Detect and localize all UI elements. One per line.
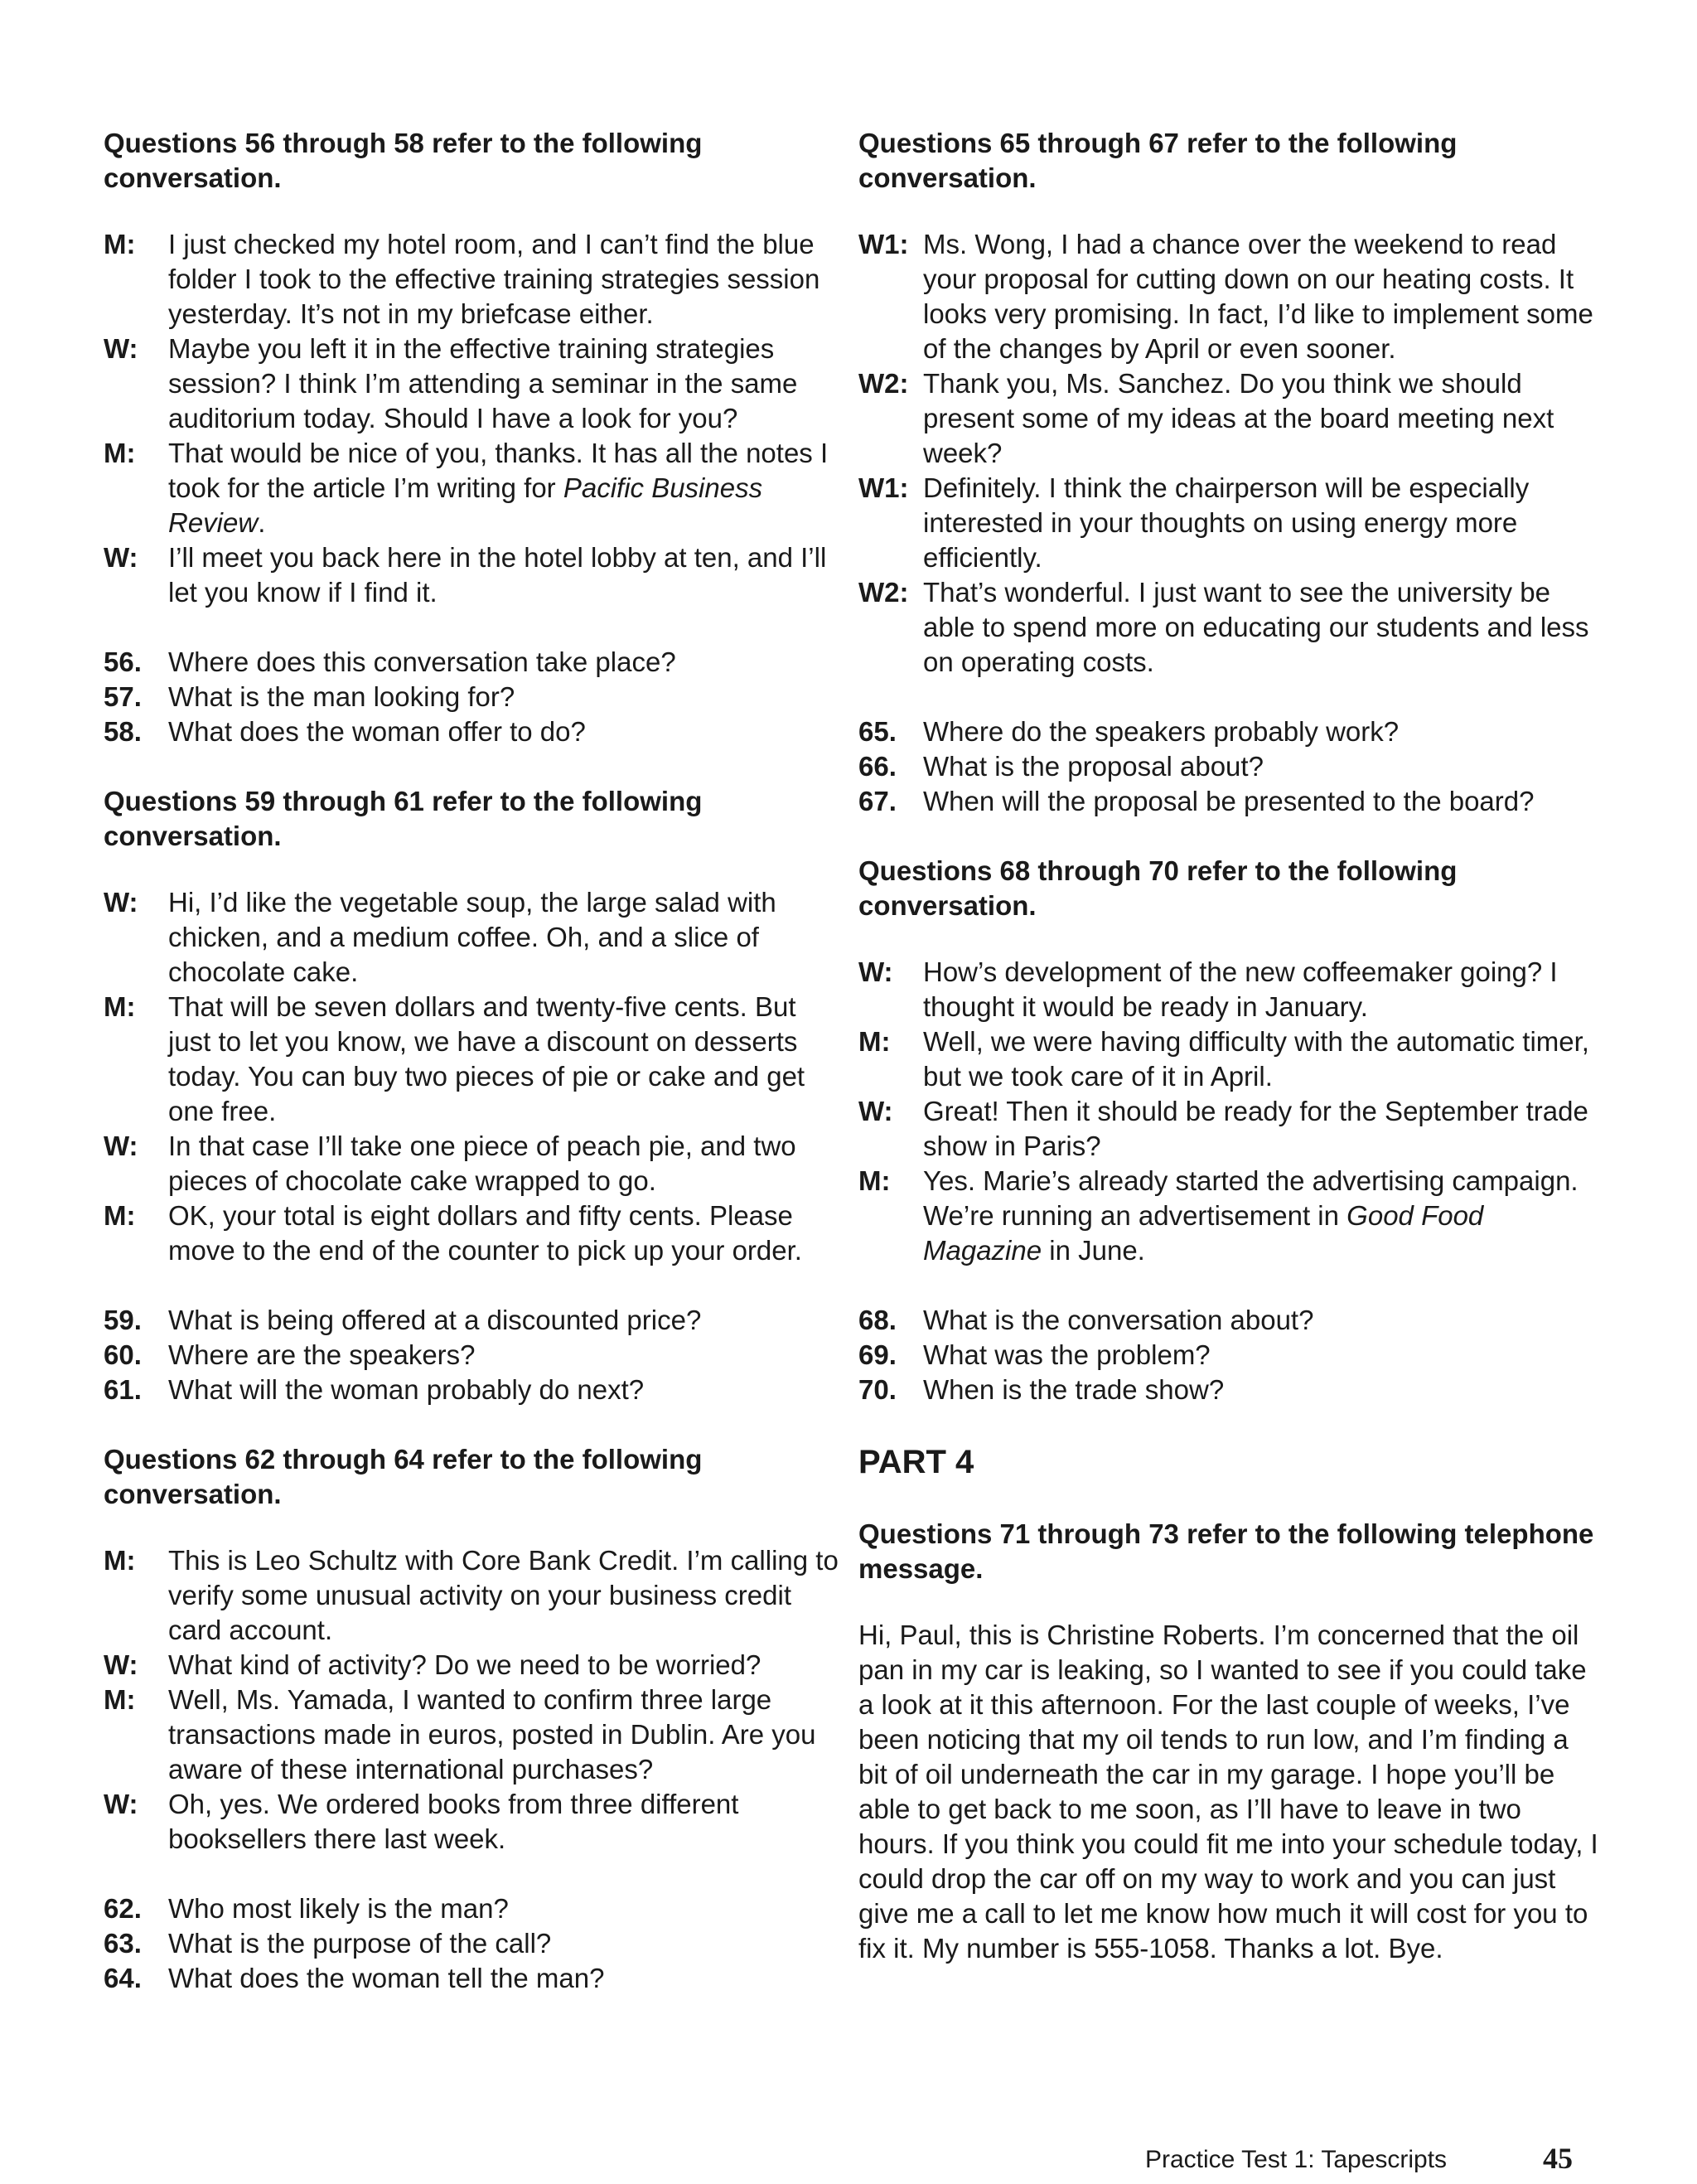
turn-text: Well, we were having difficulty with the automatic timer, but we took care of it in April.	[923, 1026, 1589, 1092]
question-text: When will the proposal be presented to the board?	[923, 786, 1535, 816]
turn-text	[168, 436, 841, 540]
turn	[858, 575, 1604, 680]
turn	[104, 1648, 841, 1683]
speaker-label: W:	[104, 542, 138, 573]
question-text: What is the purpose of the call?	[168, 1928, 552, 1959]
question-number: 64.	[104, 1963, 142, 1993]
section-q56-58	[104, 126, 841, 749]
question-item	[104, 1373, 841, 1407]
speaker-label: M:	[104, 1545, 136, 1576]
question-text: Where does this conversation take place?	[168, 646, 676, 677]
turn	[104, 1787, 841, 1857]
question-item	[858, 1373, 1604, 1407]
turn	[104, 436, 841, 540]
turn	[104, 885, 841, 990]
turn	[858, 1024, 1604, 1094]
question-number: 57.	[104, 681, 142, 712]
turn-text: Great! Then it should be ready for the September trade show in Paris?	[923, 1096, 1588, 1161]
conversation	[858, 227, 1604, 680]
turn-text: This is Leo Schultz with Core Bank Credit. I’m calling to verify some unusual activity on your business credit card account.	[168, 1545, 839, 1645]
speaker-label: W:	[858, 1096, 893, 1126]
section-heading: Questions 68 through 70 refer to the following conversation.	[858, 855, 1458, 921]
question-number: 59.	[104, 1305, 142, 1335]
page-number: 45	[1543, 2142, 1573, 2175]
turn	[858, 1094, 1604, 1164]
turn-text: What kind of activity? Do we need to be worried?	[168, 1649, 761, 1680]
turn-text	[923, 1164, 1604, 1268]
section-heading: Questions 56 through 58 refer to the following conversation.	[104, 128, 703, 193]
question-number: 68.	[858, 1305, 897, 1335]
section-q68-70	[858, 854, 1604, 1407]
question-number: 66.	[858, 751, 897, 782]
speaker-label: W:	[104, 1789, 138, 1819]
question-list	[104, 1303, 841, 1407]
speaker-label: M:	[858, 1026, 891, 1057]
turn	[104, 1683, 841, 1787]
question-item	[104, 1926, 841, 1961]
turn	[104, 1543, 841, 1648]
right-column	[858, 126, 1604, 1966]
speaker-label: M:	[104, 991, 136, 1022]
turn	[104, 1129, 841, 1199]
question-text: What does the woman offer to do?	[168, 716, 586, 747]
question-item	[104, 714, 841, 749]
speaker-label: M:	[104, 1200, 136, 1231]
turn-text-part: Yes. Marie’s already started the advertising campaign. We’re running an advertisement in	[923, 1165, 1579, 1231]
turn-text: I just checked my hotel room, and I can’t find the blue folder I took to the effective training strategies session yesterday. It’s not in my briefcase either.	[168, 229, 820, 329]
question-item	[104, 1303, 841, 1338]
speaker-label: W:	[858, 956, 893, 987]
question-number: 65.	[858, 716, 897, 747]
speaker-label: M:	[104, 1684, 136, 1715]
question-text: When is the trade show?	[923, 1374, 1225, 1405]
turn-text-part: in June.	[1042, 1235, 1145, 1266]
part-title: PART 4	[858, 1444, 974, 1480]
section-heading: Questions 62 through 64 refer to the following conversation.	[104, 1444, 703, 1509]
question-text: What was the problem?	[923, 1339, 1211, 1370]
question-number: 58.	[104, 716, 142, 747]
speaker-label: W2:	[858, 577, 909, 608]
turn-text: Maybe you left it in the effective training strategies session? I think I’m attending a seminar in the same auditorium today. Should I have a look for you?	[168, 333, 798, 433]
publication-title: Good Food Magazine	[923, 1200, 1484, 1266]
question-item	[104, 680, 841, 714]
speaker-label: W:	[104, 887, 138, 918]
telephone-message: Hi, Paul, this is Christine Roberts. I’m concerned that the oil pan in my car is leaking, so I wanted to see if you could take a look at it this afternoon. For the last couple of weeks, I’ve been noticing that my oil tends to run low, and I’m finding a bit of oil underneath the car in my garage. I hope you’ll be able to get back to me soon, as I’ll have to leave in two hours. If you think you could fit me into your schedule today, I could drop the car off on my way to work and you can just give me a call to let me know how much it will cost for you to fix it. My number is 555-1058. Thanks a lot. Bye.	[858, 1620, 1598, 1964]
question-text: Where do the speakers probably work?	[923, 716, 1400, 747]
speaker-label: W1:	[858, 472, 909, 503]
question-number: 56.	[104, 646, 142, 677]
section-heading: Questions 65 through 67 refer to the following conversation.	[858, 128, 1458, 193]
turn-text: That’s wonderful. I just want to see the university be able to spend more on educating our students and less on operating costs.	[923, 577, 1589, 677]
question-text: What is the conversation about?	[923, 1305, 1314, 1335]
turn	[104, 990, 841, 1129]
question-number: 69.	[858, 1339, 897, 1370]
conversation	[858, 955, 1604, 1268]
speaker-label: W1:	[858, 229, 909, 259]
turn-text: Thank you, Ms. Sanchez. Do you think we should present some of my ideas at the board meeting next week?	[923, 368, 1554, 468]
question-list	[104, 645, 841, 749]
conversation	[104, 227, 841, 610]
speaker-label: M:	[104, 438, 136, 468]
turn	[104, 540, 841, 610]
question-number: 63.	[104, 1928, 142, 1959]
question-number: 67.	[858, 786, 897, 816]
question-list	[858, 714, 1604, 819]
speaker-label: W:	[104, 333, 138, 364]
question-item	[104, 1961, 841, 1996]
question-list	[104, 1891, 841, 1996]
question-item	[858, 749, 1604, 784]
question-text: What will the woman probably do next?	[168, 1374, 645, 1405]
turn	[858, 227, 1604, 366]
turn-text: Definitely. I think the chairperson will be especially interested in your thoughts on using energy more efficiently.	[923, 472, 1530, 573]
turn-text: In that case I’ll take one piece of peach pie, and two pieces of chocolate cake wrapped to go.	[168, 1131, 796, 1196]
speaker-label: W:	[104, 1131, 138, 1161]
section-q59-61	[104, 784, 841, 1407]
question-item	[104, 645, 841, 680]
question-text: What does the woman tell the man?	[168, 1963, 605, 1993]
turn	[104, 1199, 841, 1268]
section-q65-67	[858, 126, 1604, 819]
question-text: What is the man looking for?	[168, 681, 515, 712]
section-q71-73	[858, 1517, 1604, 1966]
question-item	[858, 784, 1604, 819]
turn-text-part: That would be nice of you, thanks. It has all the notes I took for the article I’m writing for	[168, 438, 829, 503]
turn	[858, 1164, 1604, 1268]
question-number: 70.	[858, 1374, 897, 1405]
turn-text: Hi, I’d like the vegetable soup, the large salad with chicken, and a medium coffee. Oh, and a slice of chocolate cake.	[168, 887, 776, 987]
speaker-label: W:	[104, 1649, 138, 1680]
question-item	[104, 1338, 841, 1373]
turn	[104, 332, 841, 436]
conversation	[104, 1543, 841, 1857]
question-number: 62.	[104, 1893, 142, 1924]
left-column	[104, 126, 841, 1996]
footer-label: Practice Test 1: Tapescripts	[1145, 2146, 1448, 2173]
section-q62-64	[104, 1442, 841, 1996]
turn	[104, 227, 841, 332]
question-text: Where are the speakers?	[168, 1339, 476, 1370]
conversation	[104, 885, 841, 1268]
turn	[858, 471, 1604, 575]
turn-text: I’ll meet you back here in the hotel lobby at ten, and I’ll let you know if I find it.	[168, 542, 827, 608]
question-item	[858, 1338, 1604, 1373]
question-number: 60.	[104, 1339, 142, 1370]
question-item	[858, 714, 1604, 749]
speaker-label: W2:	[858, 368, 909, 399]
question-number: 61.	[104, 1374, 142, 1405]
question-text: What is the proposal about?	[923, 751, 1264, 782]
question-item	[104, 1891, 841, 1926]
question-list	[858, 1303, 1604, 1407]
turn-text: Well, Ms. Yamada, I wanted to confirm three large transactions made in euros, posted in Dublin. Are you aware of these international purchases?	[168, 1684, 816, 1784]
speaker-label: M:	[104, 229, 136, 259]
turn	[858, 955, 1604, 1024]
turn-text: How’s development of the new coffeemaker going? I thought it would be ready in January.	[923, 956, 1558, 1022]
question-item	[858, 1303, 1604, 1338]
turn	[858, 366, 1604, 471]
turn-text: Ms. Wong, I had a chance over the weekend to read your proposal for cutting down on our heating costs. It looks very promising. In fact, I’d like to implement some of the changes by April or even sooner.	[923, 229, 1593, 364]
question-text: What is being offered at a discounted price?	[168, 1305, 702, 1335]
turn-text-part: .	[258, 507, 266, 538]
question-text: Who most likely is the man?	[168, 1893, 509, 1924]
turn-text: OK, your total is eight dollars and fifty cents. Please move to the end of the counter to pick up your order.	[168, 1200, 802, 1266]
section-heading: Questions 59 through 61 refer to the following conversation.	[104, 786, 703, 851]
speaker-label: M:	[858, 1165, 891, 1196]
publication-title: Pacific Business Review	[168, 472, 763, 538]
turn-text: Oh, yes. We ordered books from three different booksellers there last week.	[168, 1789, 739, 1854]
turn-text: That will be seven dollars and twenty-five cents. But just to let you know, we have a discount on desserts today. You can buy two pieces of pie or cake and get one free.	[168, 991, 805, 1126]
section-heading: Questions 71 through 73 refer to the following telephone message.	[858, 1518, 1594, 1584]
